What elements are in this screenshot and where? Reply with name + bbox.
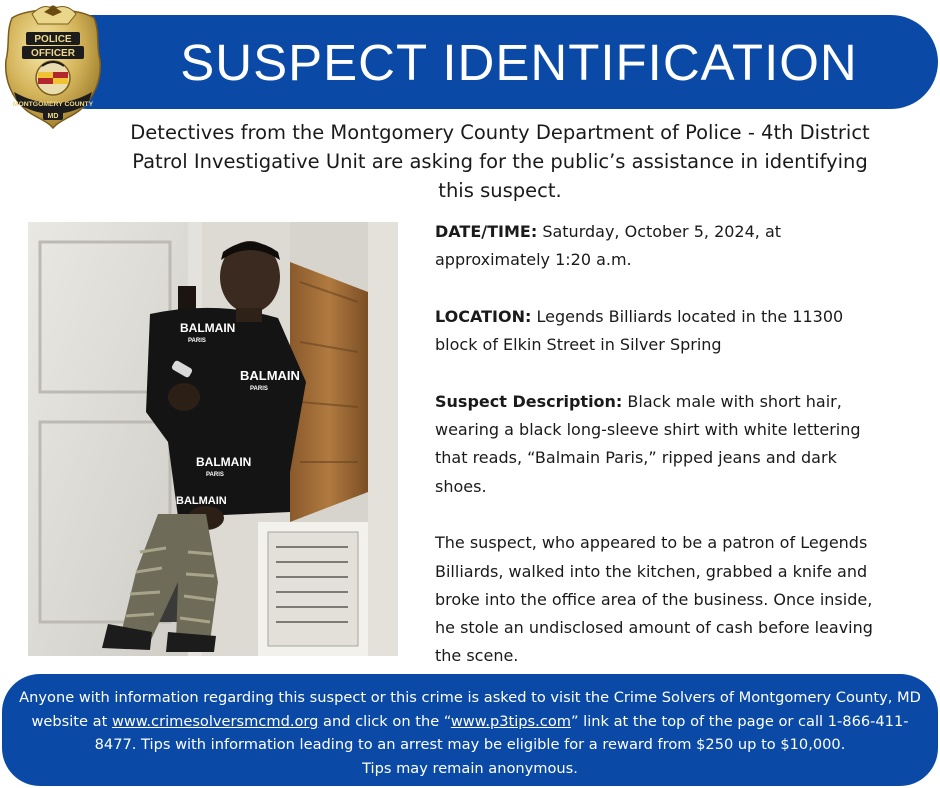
badge-text-county: MONTGOMERY COUNTY [12, 101, 94, 108]
tip-banner [2, 674, 938, 786]
description-label: Suspect Description: [435, 391, 623, 411]
shirt-lettering-2: BALMAIN [240, 368, 300, 383]
tip-text-part2: and click on the “ [318, 712, 451, 730]
tip-text-part3: ” link at the top of the page or call 1-866-411-8477. Tips with information leading to an arrest may be eligible for a reward from $250 up to $10,000. [94, 712, 909, 754]
badge-text-officer: OFFICER [31, 48, 75, 59]
shirt-lettering-3: BALMAIN [196, 455, 252, 469]
badge-text-state: MD [47, 113, 59, 120]
shirt-lettering-4: BALMAIN [176, 495, 227, 507]
crimesolvers-link[interactable]: www.crimesolversmcmd.org [111, 712, 319, 730]
tip-text [12, 686, 928, 780]
shirt-lettering-1-sub: PARIS [188, 338, 206, 344]
datetime-value: Saturday, October 5, 2024, at approximately 1:20 a.m. [435, 222, 782, 270]
location-value: Legends Billiards located in the 11300 block of Elkin Street in Silver Spring [435, 306, 844, 355]
location-paragraph [435, 303, 875, 360]
page-title: SUSPECT IDENTIFICATION [180, 33, 858, 91]
suspect-photo [28, 222, 398, 656]
description-paragraph [435, 388, 875, 501]
header-banner [40, 15, 938, 109]
description-value: Black male with short hair, wearing a black long-sleeve shirt with white lettering that reads, “Balmain Paris,” ripped jeans and dark shoes. [435, 391, 861, 496]
shirt-lettering-2-sub: PARIS [250, 386, 268, 392]
location-label: LOCATION: [435, 306, 532, 326]
badge-text-police: POLICE [34, 34, 72, 45]
intro-statement: Detectives from the Montgomery County Department of Police - 4th District Patrol Investigative Unit are asking for the public’s assistance in identifying this suspect. [130, 121, 870, 202]
tip-text-anonymous: Tips may remain anonymous. [362, 759, 578, 777]
police-badge-icon [4, 2, 102, 130]
datetime-paragraph [435, 218, 875, 275]
tip-text-part1: Anyone with information regarding this suspect or this crime is asked to visit the Crime Solvers of Montgomery County, MD website at [19, 689, 921, 730]
shirt-lettering-3-sub: PARIS [206, 472, 224, 478]
datetime-label: DATE/TIME: [435, 222, 538, 241]
narrative-paragraph: The suspect, who appeared to be a patron of Legends Billiards, walked into the kitchen, grabbed a knife and broke into the office area of the business. Once inside, he stole an undisclosed amount of cash before leaving the scene. [435, 533, 873, 666]
shirt-lettering-1: BALMAIN [180, 321, 236, 335]
incident-details [435, 218, 875, 699]
p3tips-link[interactable]: www.p3tips.com [450, 712, 571, 730]
